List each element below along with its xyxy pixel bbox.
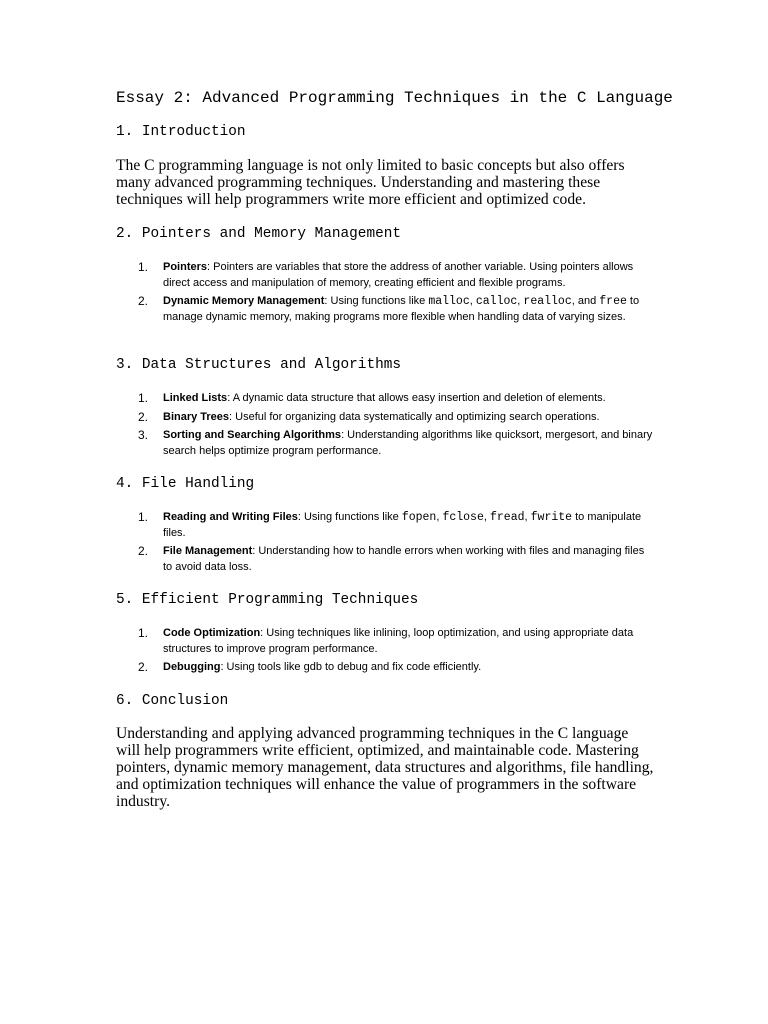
list-number: 2. — [138, 660, 149, 674]
code-malloc: malloc — [428, 295, 470, 308]
list-number: 2. — [138, 294, 149, 308]
file-handling-list — [116, 510, 656, 578]
section-heading-efficient-programming: 5. Efficient Programming Techniques — [116, 592, 419, 608]
list-text: : A dynamic data structure that allows easy insertion and deletion of elements. — [227, 392, 606, 404]
list-text: : Using functions like — [324, 295, 429, 307]
code-calloc: calloc — [475, 295, 518, 308]
section-heading-file-handling: 4. File Handling — [116, 476, 255, 492]
list-number: 1. — [138, 626, 149, 640]
list-text: , — [436, 511, 443, 523]
list-term: File Management — [163, 545, 253, 557]
list-number: 1. — [138, 510, 149, 524]
list-text: to manage dynamic memory, making programs more flexible when handling data of varying sizes. — [163, 295, 640, 323]
list-term: Binary Trees — [163, 410, 230, 423]
data-structures-list — [116, 391, 656, 462]
efficient-programming-list — [116, 626, 656, 679]
list-term: Linked Lists — [163, 392, 228, 404]
list-text: : Using functions like — [297, 511, 402, 523]
section-heading-pointers: 2. Pointers and Memory Management — [116, 226, 401, 242]
list-text: : Useful for organizing data systematically and optimizing search operations. — [229, 410, 600, 423]
list-item — [116, 510, 656, 541]
list-item — [116, 260, 656, 291]
code-fread: fread — [490, 511, 525, 524]
list-item — [116, 391, 656, 407]
code-free: free — [599, 295, 627, 308]
section-heading-data-structures: 3. Data Structures and Algorithms — [116, 357, 401, 373]
pointers-list — [116, 260, 656, 328]
list-text: : Using techniques like inlining, loop optimization, and using appropriate data structures to improve program performance. — [163, 627, 634, 655]
introduction-paragraph: The C programming language is not only limited to basic concepts but also offers many advanced programming techniques. Understanding and mastering these techniques will help programmers write more efficient and optimized code. — [116, 157, 625, 208]
list-item — [116, 544, 656, 575]
list-text: : Understanding how to handle errors when working with files and managing files to avoid data loss. — [163, 545, 645, 573]
list-number: 1. — [138, 391, 149, 405]
list-number: 3. — [138, 428, 149, 442]
list-term: Code Optimization — [163, 627, 261, 639]
list-term: Sorting and Searching Algorithms — [163, 429, 342, 441]
list-term: Debugging — [163, 661, 221, 673]
code-fclose: fclose — [442, 511, 484, 524]
list-item — [116, 428, 656, 459]
list-item — [116, 294, 656, 325]
list-text: , — [524, 511, 531, 523]
list-item — [116, 410, 656, 426]
list-number: 1. — [138, 260, 149, 274]
list-item — [116, 660, 656, 676]
list-term: Pointers — [163, 261, 208, 273]
list-text: : Using tools like gdb to debug and fix code efficiently. — [220, 661, 482, 673]
list-item — [116, 626, 656, 657]
section-heading-conclusion: 6. Conclusion — [116, 693, 229, 709]
list-number: 2. — [138, 544, 149, 558]
list-text: , and — [571, 295, 600, 307]
code-fopen: fopen — [401, 511, 437, 524]
list-text: , — [517, 295, 524, 307]
document-title: Essay 2: Advanced Programming Techniques in the C Language — [116, 89, 673, 107]
list-number: 2. — [138, 409, 149, 424]
list-text: , — [469, 295, 476, 307]
section-heading-introduction: 1. Introduction — [116, 124, 246, 140]
list-text: : Understanding algorithms like quicksort, mergesort, and binary search helps optimize program performance. — [163, 429, 653, 457]
list-term: Reading and Writing Files — [163, 511, 298, 523]
list-term: Dynamic Memory Management — [163, 295, 325, 307]
list-text: to manipulate files. — [163, 511, 642, 539]
code-fwrite: fwrite — [530, 511, 573, 524]
list-text: , — [483, 511, 490, 523]
conclusion-paragraph: Understanding and applying advanced programming techniques in the C language will help programmers write efficient, optimized, and maintainable code. Mastering pointers, dynamic memory management, data structures and algorithms, file handling, and optimization techniques will enhance the value of programmers in the software industry. — [116, 725, 654, 810]
list-text: : Pointers are variables that store the address of another variable. Using pointers allows direct access and manipulation of memory, creating efficient and flexible programs. — [163, 261, 634, 289]
code-realloc: realloc — [523, 295, 572, 308]
